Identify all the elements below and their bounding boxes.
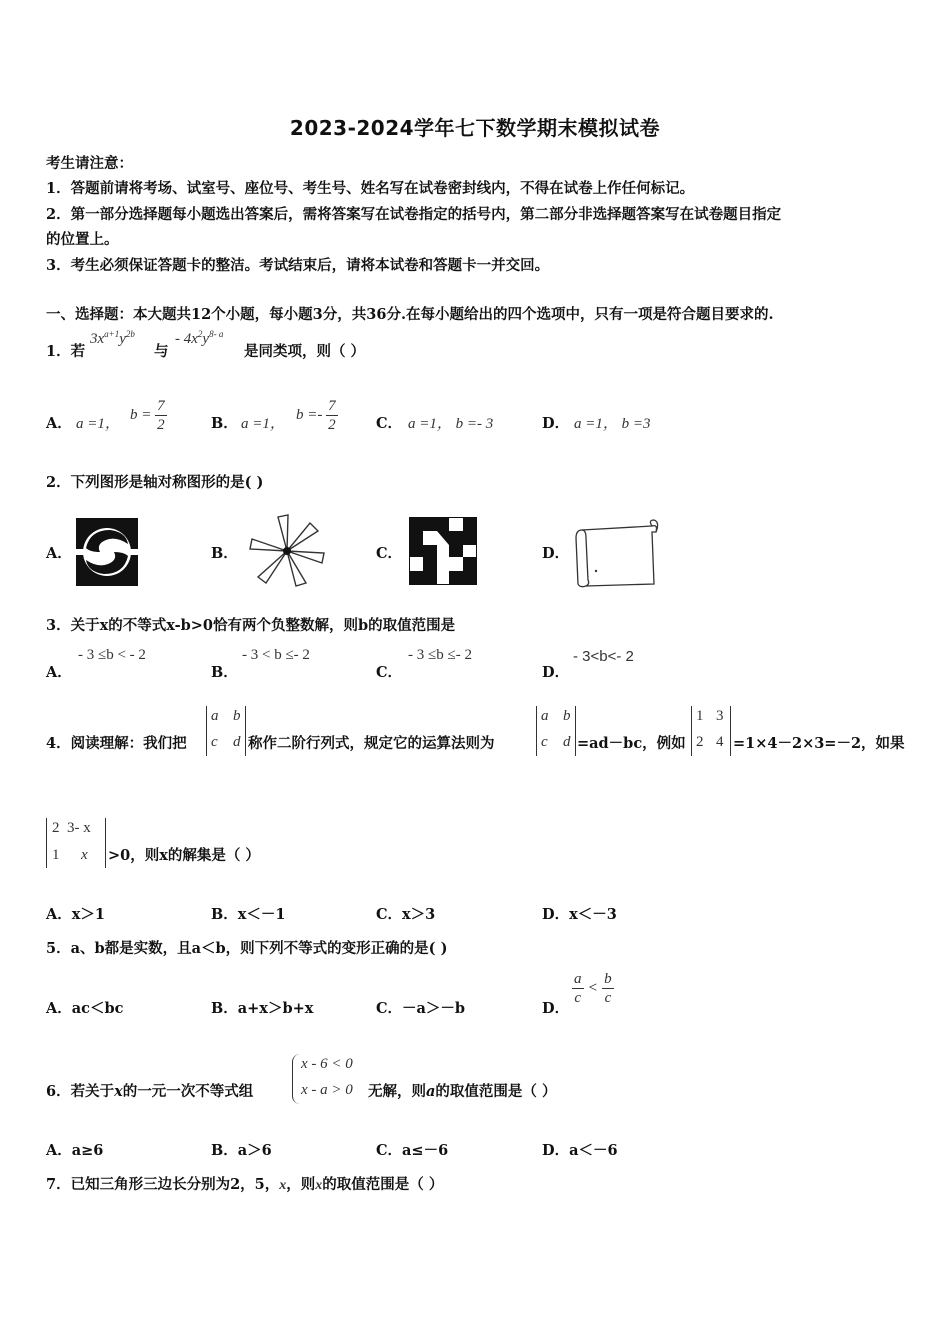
q4-option-c: C．x＞3 [376,906,436,923]
question-3: 3．关于x的不等式x-b>0恰有两个负整数解，则b的取值范围是 [46,617,456,634]
question-4-part5: >0，则x的解集是（ ） [108,847,260,864]
q1-option-a-text: a =1， [76,416,120,432]
q4-option-b: B．x＜－1 [211,906,286,923]
q1-option-a-label: A． [46,415,72,432]
notice-item: 2．第一部分选择题每小题选出答案后，需将答案写在试卷指定的括号内，第二部分非选择题答案写在试卷题目指定 [46,206,782,223]
q3-option-a-label: A． [46,664,72,681]
notice-heading: 考生请注意： [46,155,133,172]
notice-item: 1．答题前请将考场、试室号、座位号、考生号、姓名写在试卷密封线内，不得在试卷上作任何标记。 [46,180,695,197]
q2-option-c-label: C． [376,545,403,562]
q3-option-d-label: D． [542,664,570,681]
notice-item: 3．考生必须保证答题卡的整洁。考试结束后，请将本试卷和答题卡一并交回。 [46,257,550,274]
q3-option-b-text: - 3 < b ≤- 2 [242,647,310,663]
q4-determinant-rule: a b c d [536,706,576,756]
question-4-part3: =ad－bc，例如 [577,735,686,752]
notice-item: 的位置上。 [46,231,119,248]
question-4-part4: =1×4－2×3=－2，如果 [733,735,905,752]
q5-option-d-expr: $\frac{a}{c}$ < $\frac{b}{c}$ [574,971,612,1006]
q4-determinant-abcd: a b c d [206,706,246,756]
q1-mid: 与 [154,343,169,360]
q3-option-c-label: C． [376,664,403,681]
q1-option-b-text: a =1， [241,416,285,432]
q2-option-d-label: D． [542,545,570,562]
q6-inequality-system: x - 6 < 0 x - a > 0 [292,1054,367,1104]
q1-suffix: 是同类项，则（ ） [244,343,366,360]
q1-option-b-b: b =- $\frac{7}{2}$ [296,398,336,433]
q6-option-c: C．a≤－6 [376,1142,449,1159]
q1-expr1: $3x^{a+1}y^{2b}$ [90,329,135,347]
question-4-part2: 称作二阶行列式，规定它的运算法则为 [248,735,495,752]
figure-d-scroll [572,518,660,590]
page-title: 2023-2024学年七下数学期末模拟试卷 [289,116,661,140]
question-2: 2．下列图形是轴对称图形的是( ) [46,474,264,491]
q6-option-a: A．a≥6 [46,1142,104,1159]
figure-c-checker [409,517,477,585]
q3-option-b-label: B． [211,664,238,681]
q1-option-b-frac: $\frac{7}{2}$ [328,398,336,433]
q5-option-c: C．－a＞－b [376,1000,466,1017]
q5-option-b: B．a+x＞b+x [211,1000,314,1017]
figure-b-pinwheel [248,513,326,588]
q3-option-d-text: - 3<b<- 2 [573,648,634,665]
q5-option-d-label: D． [542,1000,570,1017]
q5-option-a: A．ac＜bc [46,1000,124,1017]
q1-prefix: 1．若 [46,343,86,360]
q1-option-c-text: a =1， b =- 3 [408,416,494,432]
q3-option-a-text: - 3 ≤b < - 2 [78,647,146,663]
question-1 [46,340,85,361]
q1-option-d-text: a =1， b =3 [574,416,651,432]
q4-option-a: A．x＞1 [46,906,105,923]
question-4-part1: 4．阅读理解：我们把 [46,735,187,752]
q2-option-b-label: B． [211,545,238,562]
question-7: 7．已知三角形三边长分别为2，5，x，则x的取值范围是（ ） [46,1176,444,1193]
q1-option-c-label: C． [376,415,403,432]
q1-option-d-label: D． [542,415,570,432]
q6-option-b: B．a＞6 [211,1142,272,1159]
q1-expr2: - $4x^2y^{8- a}$ [175,329,224,347]
q4-determinant-example: 1 3 2 4 [691,706,731,756]
q1-option-a-b: b = $\frac{7}{2}$ [130,398,165,433]
q1-option-b-label: B． [211,415,238,432]
figure-a-swirl [76,518,138,586]
q6-option-d: D．a＜－6 [542,1142,618,1159]
question-5: 5．a、b都是实数，且a＜b，则下列不等式的变形正确的是( ) [46,940,448,957]
question-6-tail: 无解，则a的取值范围是（ ） [368,1083,557,1100]
q4-option-d: D．x＜－3 [542,906,617,923]
q2-option-a-label: A． [46,545,72,562]
section-heading: 一、选择题：本大题共12个小题，每小题3分，共36分.在每小题给出的四个选项中，只有一项是符合题目要求的. [46,306,774,323]
q4-determinant-condition: 2 3- x 1 x [46,818,106,868]
q1-option-a-frac: $\frac{7}{2}$ [157,398,165,433]
question-6: 6．若关于x的一元一次不等式组 [46,1083,254,1100]
q3-option-c-text: - 3 ≤b ≤- 2 [408,647,472,663]
